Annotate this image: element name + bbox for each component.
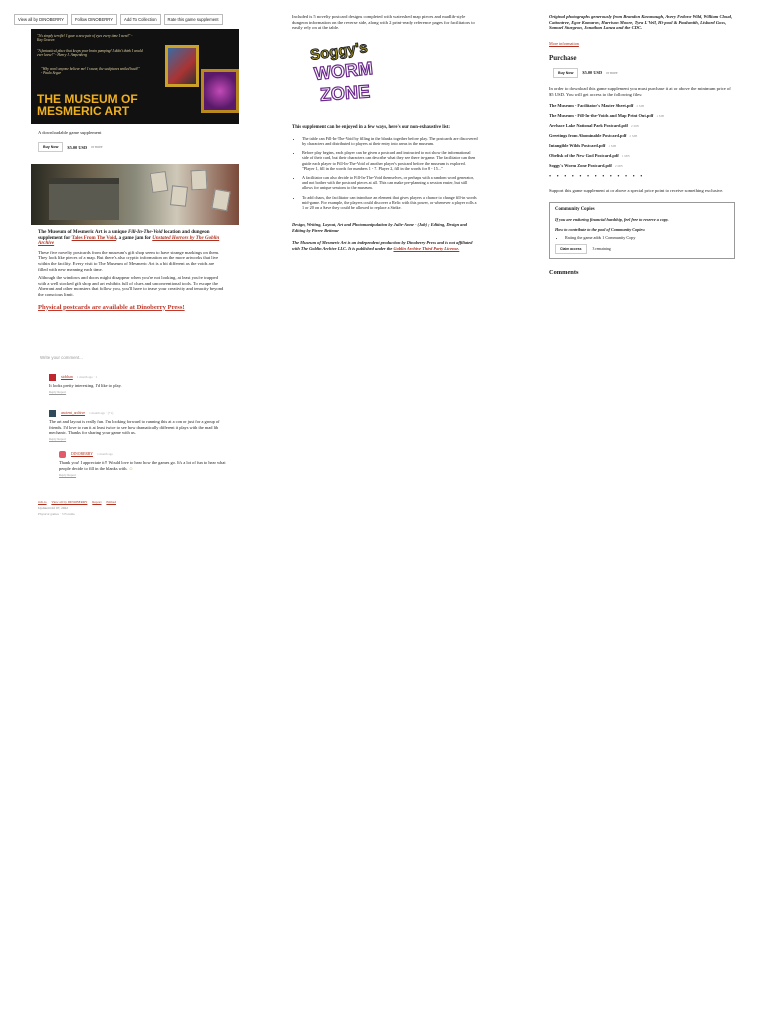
file-name: The Museum - Facilitator's Master Sheet.pdf [549, 102, 634, 108]
logo-line-2: WORM [313, 57, 374, 84]
community-item: • Rating the game adds 1 Community Copy [565, 235, 729, 240]
comment-actions[interactable]: Reply Report [49, 437, 67, 442]
intro-text-a: The Museum of Mesmeric Art is a unique [38, 230, 127, 235]
list-item: • The table can Fill-In-The-Void by filling in the blanks together before play. The postcards are discovered by characters and distributed to players at their entry into areas in the museum. [302, 136, 478, 146]
license-link[interactable]: Goblin Archive Third Party License. [393, 246, 460, 252]
worm-zone-logo [296, 39, 392, 111]
list-item: • A facilitator can also decide to Fill-In-The-Void themselves, or perhaps with a random word generator, and not bother with the postcard pieces at all. This can make pre-planning a session easier, but still allows for unique sessions to the museum. [302, 175, 478, 191]
avatar [49, 410, 56, 417]
description-intro [38, 230, 224, 247]
community-note-1: If you are enduring financial hardship, feel free to reserve a copy. [555, 216, 669, 222]
community-note-2: How to contribute to the pool of Community Copies: [555, 226, 646, 232]
buy-now-button[interactable]: Buy Now [38, 142, 63, 152]
smile-emoji-icon: ☺ [128, 465, 134, 471]
file-name: Soggy's Worm Zone Postcard.pdf [549, 162, 612, 168]
hero-quote-3: "Why won't anyone believe me! I swear, the sculptures smiled back!" - Paulo Segar [41, 67, 140, 76]
file-item [549, 133, 735, 138]
ways-list [292, 136, 478, 210]
comment-input[interactable]: Write your comment... [40, 354, 83, 360]
file-size: 1 MB [621, 153, 630, 158]
file-item [549, 103, 735, 108]
file-name: Intangible Wilds Postcard.pdf [549, 142, 606, 148]
comment-actions[interactable]: Reply Report [59, 473, 77, 477]
claim-row [555, 244, 729, 254]
file-list [549, 103, 735, 168]
file-name: Greetings from Abominable Postcard.pdf [549, 132, 627, 138]
middle-column [292, 0, 478, 252]
file-size: 2 MB [629, 133, 638, 138]
file-name: Arrhace Lake National Park Postcard.pdf [549, 122, 628, 128]
intro-text: Included is 5 novelty postcard designs completed with watershed map pieces and madlib-style dungeon information on the reverse side, along with 2 print-ready reference pages for facilitators to easily rely on at the table. [292, 14, 475, 31]
price-note: or more [91, 145, 103, 149]
footer-link-view-all[interactable]: View all by DINOBERRY [51, 500, 88, 505]
credits-text: Design, Writing, Layout, Art and Photomanipulation by Julie-Anne - (Jab) ; Editing, Design and Editing by Pierre Betimur [292, 222, 467, 234]
hero-quote-2: "A fantastical place that keeps your brain pumping! I didn't think I would ever leave!" - Henry J. Ampenberg [37, 49, 143, 58]
footer-link-itchio[interactable]: itch.io [38, 500, 47, 505]
file-name: The Museum - Fill-In-the-Voids and Map Print Out.pdf [549, 112, 654, 118]
hero-banner [31, 29, 239, 124]
license-body: The Museum of Mesmeric Art is an independent production by Dinoberry Press and is not affiliated with The Goblin Archive LLC. It is published under the [292, 240, 473, 252]
updated-date: Updated Oct 07, 2022 [38, 506, 68, 511]
file-size: 1 MB [656, 113, 665, 118]
postcard-image [150, 171, 169, 193]
description-paragraph-2: These five novelty postcards from the museum's gift shop seem to have strange markings on them. They look like pieces of a map. But there's also cryptic information on the more artworks that live within the facility. Every visit to The Museum of Mesmeric Art is a bit different as the voids are filled with new meaning each time. [38, 249, 220, 272]
comment-reply [59, 451, 229, 479]
comment-actions[interactable]: Reply Report [49, 390, 67, 395]
comment-item [49, 410, 229, 443]
intro-text-c: , a game jam for [116, 235, 151, 241]
footer-category: Physical games · 5 Forums [38, 512, 75, 517]
avatar [49, 374, 56, 381]
buy-now-button[interactable]: Buy Now [553, 68, 578, 78]
comment-author[interactable]: ancient_archive [61, 410, 86, 415]
comment-body: The art and layout is really fun. I'm looking forward to running this at a con or just for a group of friends. I'd love to run it at least twice to see how dramatically different it plays with the mad lib mechanic. Thanks for sharing your game with us. [49, 419, 220, 435]
description-paragraph-3: Although the windows and doors might disappear when you're not looking, at least you're trapped with a well stocked gift shop and art exhibits full of clues and unconventional tools. To escape the Aberrant and other monsters that follow you, you'll have to tease your creativity and tenacity beyond the conscious limit. [38, 275, 224, 297]
follow-button[interactable]: Follow DINOBERRY [71, 14, 117, 25]
license-text [292, 240, 478, 252]
price: $5.00 USD [582, 70, 603, 76]
jam-link[interactable]: Unstated Horrors by The Goblin Archive [38, 235, 220, 247]
purchase-buy-row [553, 68, 735, 78]
postcard-image [170, 185, 188, 207]
museum-photo [31, 164, 239, 225]
more-information-link[interactable]: More information [549, 40, 579, 46]
list-item: • Before play begins, each player can be given a postcard and instructed to not show the informational side of their card, but their characters can describe what they see there in-game. The facilitator can then guide each player to Fill-In-The-Void of another player's postcard before the museum is explored. "Player 1, fill in the words for numbers 1 - 7. Player 2, fill in the words for 8 - 15..." [302, 150, 478, 171]
comments-heading: Comments [549, 268, 579, 276]
hero-title: THE MUSEUM OF MESMERIC ART [37, 92, 138, 118]
comment-body: It looks pretty interesting. I'd like to play. [49, 382, 122, 388]
file-item [549, 143, 735, 148]
left-column [14, 0, 228, 516]
file-item [549, 123, 735, 128]
file-item [549, 163, 735, 168]
comment-author[interactable]: DINOBERRY [71, 451, 93, 456]
painting-frame-1 [165, 45, 199, 87]
museum-building [49, 178, 119, 220]
file-size: 1 MB [608, 143, 617, 148]
list-item: • To add chaos, the facilitator can introduce an element that gives players a chance to change fill-in words mid-game. For example, the players could discover a Relic with this power, or whenever a player rolls a 1 or 20 on a Save they could be allowed to replace a Strike. [302, 195, 478, 211]
comment-meta: 1 month ago · (+1) [89, 410, 114, 415]
buy-row [38, 142, 228, 152]
painting-frame-2 [201, 69, 239, 113]
divider-dots: • • • • • • • • • • • • • [549, 173, 645, 180]
file-size: 2 MB [630, 123, 639, 128]
ways-lead: This supplement can be enjoyed in a few ways, here's our non-exhaustive list: [292, 124, 450, 130]
right-column [549, 0, 735, 276]
photo-attribution: Original photographs generously from Brandon Kavanaugh, Avery Fedora-Wild, William Cloud, Cattontree, Egor Komarov, Harrison Moore, Tyra L'Vell, Hi-pool & Paulsmith, Lisbard Goss, Samuel Sturgeon, Jonathan Lanza and the CDC. [549, 14, 733, 31]
comment-body [59, 460, 229, 471]
comment-item [49, 374, 229, 396]
postcard-image [190, 170, 207, 191]
purchase-text: In order to download this game supplement you must purchase it at or above the minimum price of $5 USD. You will get access to the following files: [549, 85, 731, 97]
physical-postcards-link[interactable]: Physical postcards are available at Dinoberry Press! [38, 303, 185, 311]
view-all-button[interactable]: View all by DINOBERRY [14, 14, 68, 25]
file-name: Obelisk of the New God Postcard.pdf [549, 152, 619, 158]
logo-line-3: ZONE [319, 81, 371, 105]
avatar [59, 451, 66, 458]
claim-access-button[interactable]: Claim access [555, 244, 587, 254]
comment-author[interactable]: siobhan [61, 374, 73, 379]
price: $5.00 USD [67, 144, 88, 150]
postcard-image [211, 189, 230, 211]
intro-fill-void: Fill-In-The-Void [128, 230, 163, 235]
product-tagline: A downloadable game supplement [38, 130, 102, 135]
claim-remaining: 3 remaining [592, 246, 611, 251]
file-size: 2 MB [614, 163, 623, 168]
file-size: 2 MB [636, 103, 645, 108]
hero-quote-1: "It's simply terrific! I gave a new pair of eyes every time I went!" - Kay Gracen [37, 34, 133, 43]
comment-meta: 1 month ago [97, 451, 113, 456]
reply-text: Thank you! I appreciate it!! Would love to hear how the games go. It's a lot of fun to hear what people decide to fill in the blanks with. [59, 460, 226, 471]
community-title: Community Copies [555, 206, 595, 212]
support-text: Support this game supplement at or above a special price point to receive something exclusive. [549, 187, 724, 193]
tales-link[interactable]: Tales From The Void [71, 235, 117, 241]
logo-line-1: Soggy's [309, 38, 369, 64]
top-action-bar [14, 14, 228, 25]
file-item [549, 153, 735, 158]
page-footer [38, 500, 228, 516]
footer-link-embed[interactable]: Embed [106, 500, 116, 505]
rate-button[interactable]: Rate this game supplement [164, 14, 223, 25]
comment-meta: 1 month ago · 1 [76, 374, 98, 379]
add-collection-button[interactable]: Add To Collection [120, 14, 161, 25]
intro-text-b: location and dungeon supplement for [38, 230, 210, 241]
price-note: or more [606, 70, 618, 75]
file-item [549, 113, 735, 118]
purchase-heading: Purchase [549, 53, 577, 62]
footer-link-report[interactable]: Report [92, 500, 102, 505]
community-copies-box [549, 202, 735, 259]
